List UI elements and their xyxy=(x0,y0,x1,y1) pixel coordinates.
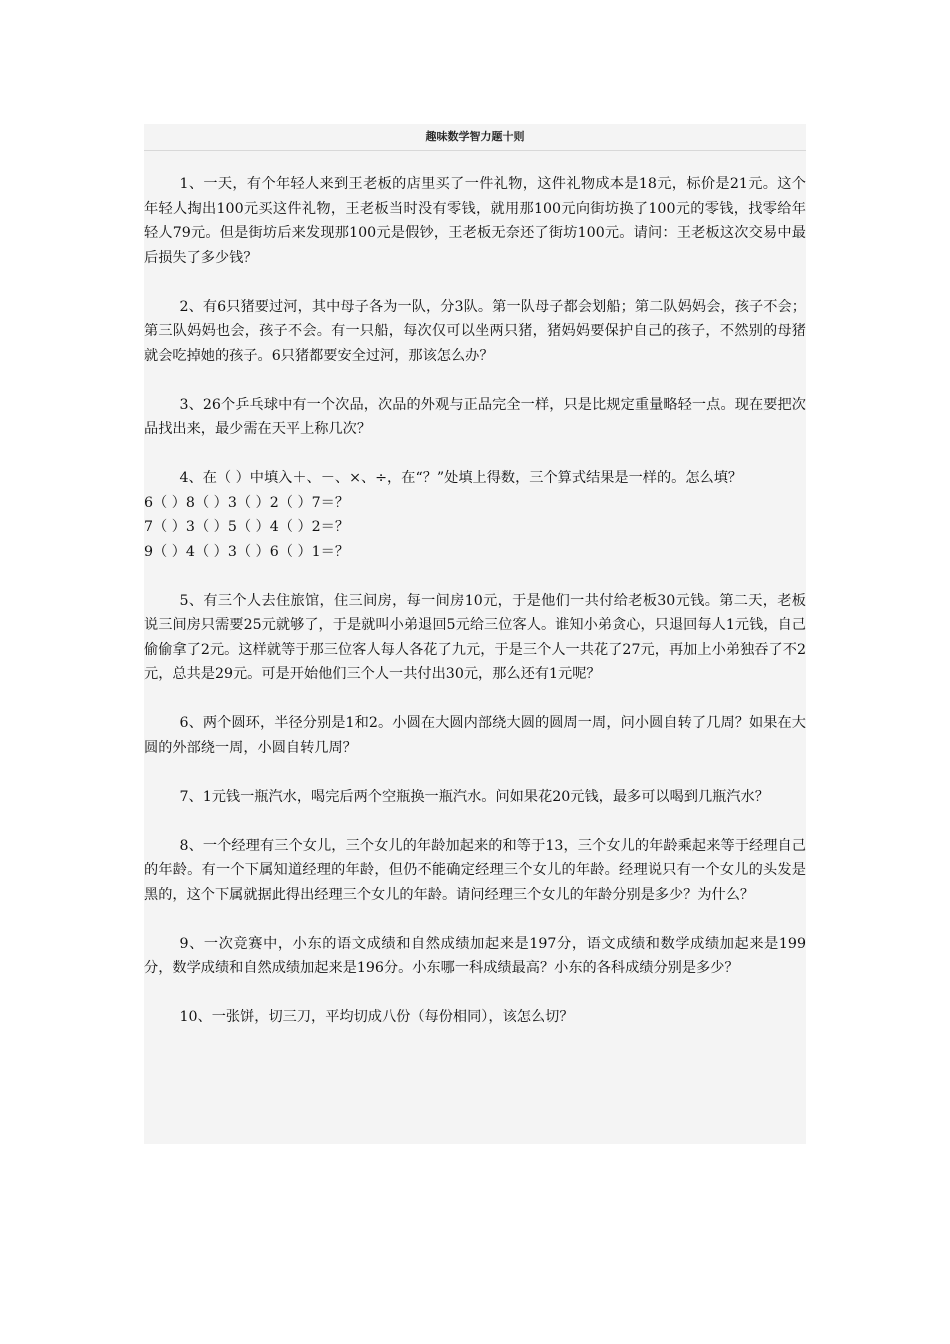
problem-3-text: 3、26个乒乓球中有一个次品，次品的外观与正品完全一样，只是比规定重量略轻一点。现在要把次品找出来，最少需在天平上称几次？ xyxy=(144,396,806,437)
problem-4-text: 4、在（ ）中填入＋、－、×、÷，在“？”处填上得数，三个算式结果是一样的。怎么填？ xyxy=(179,470,743,486)
problem-4 xyxy=(144,466,806,564)
problem-5 xyxy=(144,589,806,687)
problem-4-equation-3: 9（ ）4（ ）3（ ）6（ ）1＝？ xyxy=(144,543,350,560)
problem-10 xyxy=(144,1005,806,1030)
problem-2-text: 2、有6只猪要过河，其中母子各为一队，分3队。第一队母子都会划船；第二队妈妈会，孩子不会；第三队妈妈也会，孩子不会。有一只船，每次仅可以坐两只猪，猪妈妈要保护自己的孩子，不然别的母猪就会吃掉她的孩子。6只猪都要安全过河，那该怎么办？ xyxy=(144,298,806,364)
problem-8 xyxy=(144,834,806,908)
problem-8-text: 8、一个经理有三个女儿，三个女儿的年龄加起来的和等于13，三个女儿的年龄乘起来等于经理自己的年龄。有一个下属知道经理的年龄，但仍不能确定经理三个女儿的年龄。经理说只有一个女儿的头发是黑的，这个下属就据此得出经理三个女儿的年龄。请问经理三个女儿的年龄分别是多少？为什么？ xyxy=(144,837,806,903)
problem-2 xyxy=(144,295,806,369)
problem-9-text: 9、一次竞赛中，小东的语文成绩和自然成绩加起来是197分，语文成绩和数学成绩加起来是199分，数学成绩和自然成绩加起来是196分。小东哪一科成绩最高？小东的各科成绩分别是多少？ xyxy=(144,935,806,976)
problem-3 xyxy=(144,393,806,442)
problem-6-text: 6、两个圆环，半径分别是1和2。小圆在大圆内部绕大圆的圆周一周，问小圆自转了几周？如果在大圆的外部绕一周，小圆自转几周？ xyxy=(144,715,806,756)
problem-5-text: 5、有三个人去住旅馆，住三间房，每一间房10元，于是他们一共付给老板30元钱。第二天，老板说三间房只需要25元就够了，于是就叫小弟退回5元给三位客人。谁知小弟贪心，只退回每人1元钱，自己偷偷拿了2元。这样就等于那三位客人每人各花了九元，于是三个人一共花了27元，再加上小弟独吞了不2元，总共是29元。可是开始他们三个人一共付出30元，那么还有1元呢？ xyxy=(144,592,807,682)
document-title: 趣味数学智力题十则 xyxy=(144,124,806,151)
problem-4-equation-2: 7（ ）3（ ）5（ ）4（ ）2＝？ xyxy=(144,519,350,535)
document-panel xyxy=(144,124,806,1144)
problem-4-equation-1: 6（ ）8（ ）3（ ）2（ ）7＝？ xyxy=(144,494,350,511)
problem-10-text: 10、一张饼，切三刀，平均切成八份（每份相同），该怎么切？ xyxy=(179,1009,574,1025)
document-body xyxy=(144,172,806,1054)
problem-1-text: 1、一天，有个年轻人来到王老板的店里买了一件礼物，这件礼物成本是18元，标价是21元。这个年轻人掏出100元买这件礼物，王老板当时没有零钱，就用那100元向街坊换了100元的零钱，找零给年轻人79元。但是街坊后来发现那100元是假钞，王老板无奈还了街坊100元。请问：王老板这次交易中最后损失了多少钱？ xyxy=(144,176,806,266)
problem-6 xyxy=(144,711,806,760)
problem-7 xyxy=(144,785,806,810)
problem-7-text: 7、1元钱一瓶汽水，喝完后两个空瓶换一瓶汽水。问如果花20元钱，最多可以喝到几瓶汽水？ xyxy=(179,788,769,805)
problem-1 xyxy=(144,172,806,270)
problem-9 xyxy=(144,932,806,981)
